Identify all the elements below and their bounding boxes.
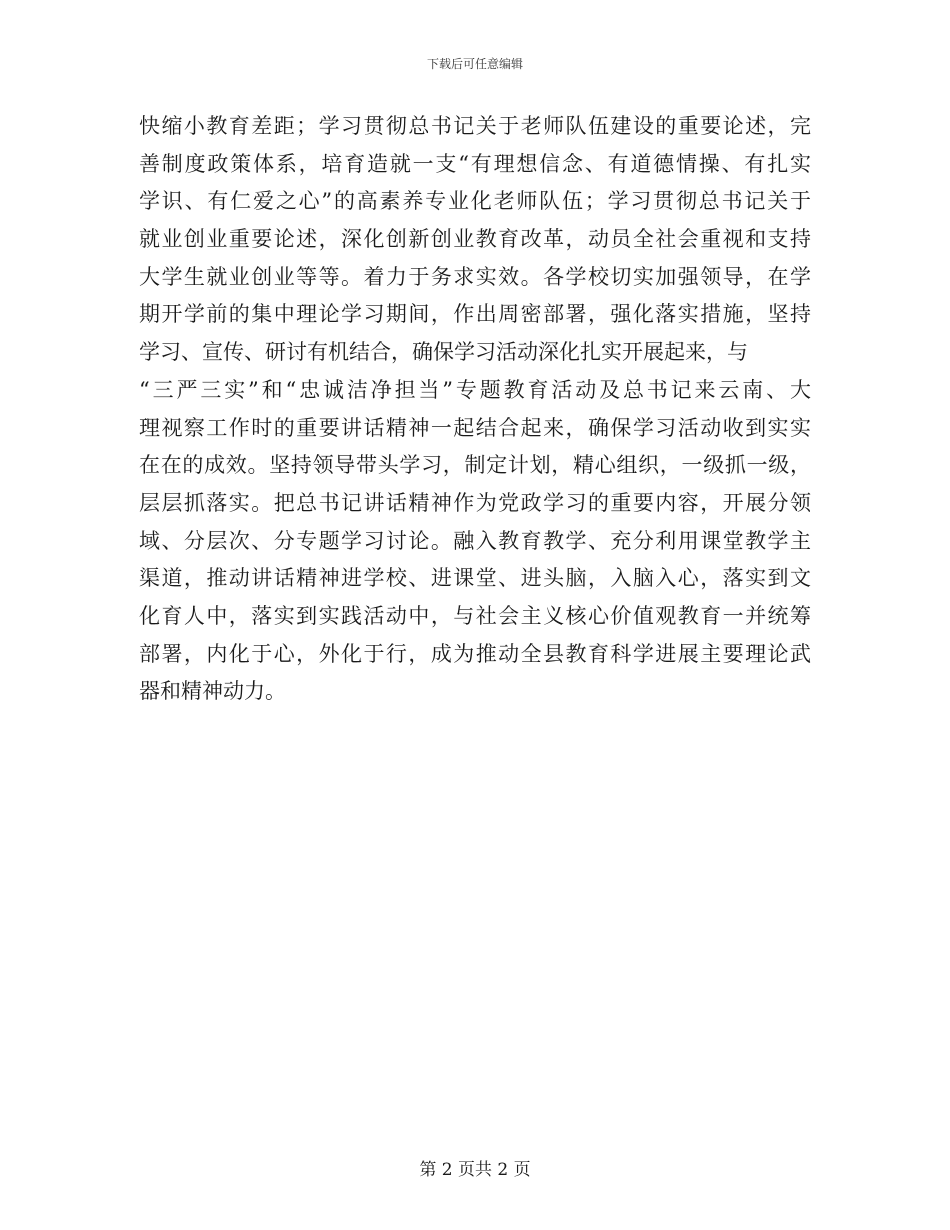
body-line: 学习、宣传、研讨有机结合，确保学习活动深化扎实开展起来，与 — [139, 340, 748, 365]
body-line: 域、分层次、分专题学习讨论。融入教育教学、充分利用课堂教学主 — [139, 528, 811, 553]
body-line: 大学生就业创业等等。着力于务求实效。各学校切实加强领导，在学 — [139, 264, 811, 289]
body-line: 层层抓落实。把总书记讲话精神作为党政学习的重要内容，开展分领 — [139, 490, 811, 515]
body-line: 就业创业重要论述，深化创新创业教育改革，动员全社会重视和支持 — [139, 227, 811, 252]
body-line: 部署，内化于心，外化于行，成为推动全县教育科学进展主要理论武 — [139, 641, 811, 666]
page-footer: 第 2 页共 2 页 — [419, 1160, 531, 1180]
body-line: 善制度政策体系，培育造就一支“有理想信念、有道德情操、有扎实 — [139, 151, 811, 176]
body-line: 学识、有仁爱之心”的高素养专业化老师队伍；学习贯彻总书记关于 — [139, 189, 811, 214]
document-body — [139, 108, 811, 711]
body-line: 在在的成效。坚持领导带头学习，制定计划，精心组织，一级抓一级， — [139, 453, 811, 478]
body-line: 理视察工作时的重要讲话精神一起结合起来，确保学习活动收到实实 — [139, 415, 811, 440]
body-line: 器和精神动力。 — [139, 679, 286, 704]
page-header: 下载后可任意编辑 — [426, 57, 523, 71]
body-line: 渠道，推动讲话精神进学校、进课堂、进头脑，入脑入心，落实到文 — [139, 566, 811, 591]
body-line: 化育人中，落实到实践活动中，与社会主义核心价值观教育一并统筹 — [139, 603, 811, 628]
body-line: 期开学前的集中理论学习期间，作出周密部署，强化落实措施，坚持 — [139, 302, 811, 327]
body-line: 快缩小教育差距；学习贯彻总书记关于老师队伍建设的重要论述，完 — [139, 114, 811, 138]
body-line: “三严三实”和“忠诚洁净担当”专题教育活动及总书记来云南、大 — [139, 377, 811, 402]
